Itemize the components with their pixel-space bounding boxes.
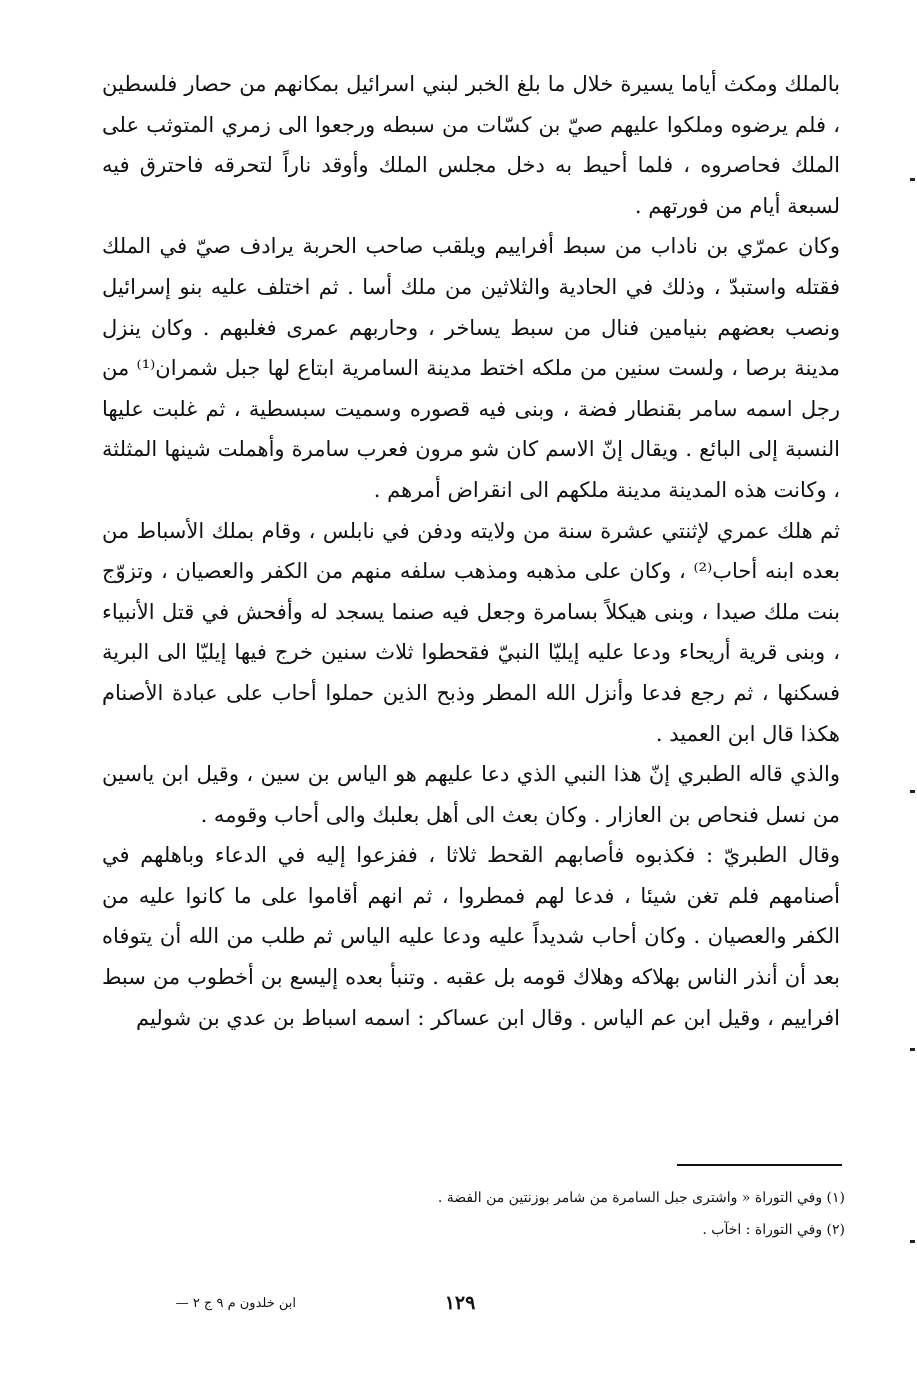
footnote-1: (١) وفي التوراة « واشترى جبل السامرة من شامر بوزنتين من الفضة .: [437, 1190, 845, 1206]
paragraph-2: وكان عمرّي بن ناداب من سبط أفراييم ويلقب صاحب الحربة يرادف صيّ في الملك فقتله واستبدّ ، وذلك في الحادية والثلاثين من ملك أسا . ثم اختلف عليه بنو إسرائيل ونصب بعضهم بنيامين فنال من سبط يساخر ، وحاربهم عمرى فغلبهم . وكان ينزل مدينة برصا ، ولست سنين من ملكه اختط مدينة السامرية ابتاع لها جبل شمران⁽¹⁾ من رجل اسمه سامر بقنطار فضة ، وبنى فيه قصوره وسميت سبسطية ، ثم غلبت عليها النسبة إلى البائع . ويقال إنّ الاسم كان شو مرون فعرب سامرة وأهملت شينها المثلثة ، وكانت هذه المدينة مدينة ملكهم الى انقراض أمرهم .: [102, 234, 841, 502]
main-text: [102, 64, 840, 1038]
paragraph-5: وقال الطبريّ : فكذبوه فأصابهم القحط ثلاثا ، ففزعوا إليه في الدعاء وباهلهم في أصنامهم فلم تغن شيئا ، فدعا لهم فمطروا ، ثم انهم أقاموا على ما كانوا عليه من الكفر والعصيان . وكان أحاب شديداً عليه ودعا عليه الياس ثم طلب من الله أن يتوفاه بعد أن أنذر الناس بهلاكه وهلاك قومه بل عقبه . وتنبأ بعده إليسع بن أخطوب من سبط افراييم ، وقيل ابن عم الياس . وقال ابن عساكر : اسمه اسباط بن عدي بن شوليم: [102, 843, 840, 1030]
paragraph-3: ثم هلك عمري لإثنتي عشرة سنة من ولايته ودفن في نابلس ، وقام بملك الأسباط من بعده ابنه أحاب⁽²⁾ ، وكان على مذهبه ومذهب سلفه منهم من الكفر والعصيان ، وتزوّج بنت ملك صيدا ، وبنى هيكلاً بسامرة وجعل فيه صنما يسجد له وأفحش في قتل الأنبياء ، وبنى قرية أريحاء ودعا عليه إيليّا النبيّ فقحطوا ثلاث سنين خرج فيها إيليّا الى البرية فسكنها ، ثم رجع فدعا وأنزل الله المطر وذبح الذين حملوا أحاب على عبادة الأصنام هكذا قال ابن العميد .: [102, 518, 840, 746]
paragraph-1: بالملك ومكث أياما يسيرة خلال ما بلغ الخبر لبني اسرائيل بمكانهم من حصار فلسطين ، فلم يرضوه وملكوا عليهم صيّ بن كسّات من سبطه ورجعوا الى زمري المتوثب على الملك فحاصروه ، فلما أحيط به دخل مجلس الملك وأوقد ناراً لتحرقه فاحترق فيه لسبعة أيام من فورتهم .: [102, 72, 840, 218]
footnote-divider: [677, 1164, 842, 1166]
paragraph-4: والذي قاله الطبري إنّ هذا النبي الذي دعا عليهم هو الياس بن سين ، وقيل ابن ياسين من نسل فنحاص بن العازار . وكان بعث الى أهل بعلبك والى أحاب وقومه .: [102, 762, 840, 827]
footnote-2: (٢) وفي التوراة : اخآب .: [702, 1222, 845, 1238]
page-number: ١٢٩: [444, 1292, 476, 1314]
margin-mark: [910, 178, 915, 181]
footnotes: [300, 1182, 845, 1246]
printer-signature: ابن خلدون م ٩ ج ٢ —: [175, 1296, 296, 1311]
margin-mark: [910, 1048, 915, 1051]
margin-mark: [910, 790, 915, 793]
margin-mark: [910, 1240, 915, 1243]
